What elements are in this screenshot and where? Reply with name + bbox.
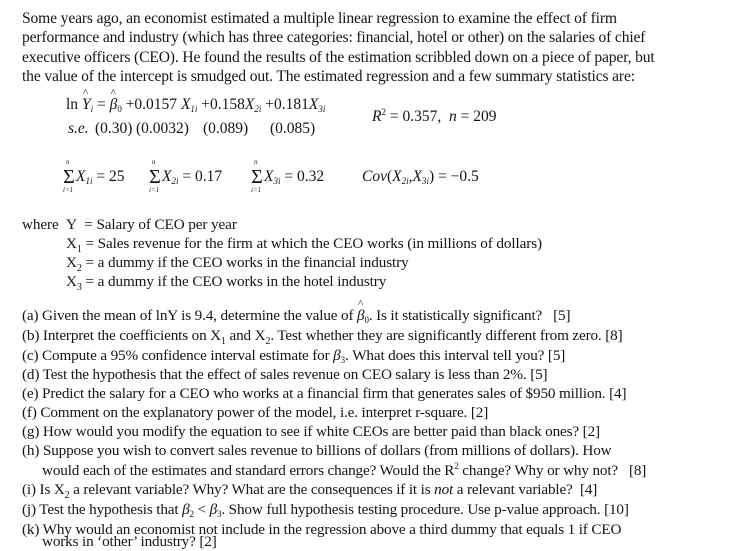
problem-intro <box>22 9 655 87</box>
sigma-icon: Σ n i=1 <box>251 158 263 194</box>
q-text: (h) Suppose you wish to convert sales revenue to billions of dollars (from millions of dollars). How <box>22 442 612 459</box>
def-sub: 2 <box>76 263 82 275</box>
paren: ) <box>428 168 435 185</box>
q-text: works in ‘other’ industry? <box>42 533 196 550</box>
sum-sub: 3i <box>273 176 281 186</box>
def-x3 <box>66 272 386 297</box>
question-e <box>22 385 626 403</box>
q-text: (f) Comment on the explanatory power of the model, i.e. interpret r-square. <box>22 404 468 421</box>
q-sub: 1 <box>221 336 226 348</box>
def-var: X <box>66 273 77 290</box>
question-b <box>22 327 623 347</box>
var-x2: X <box>244 96 255 113</box>
sigma-icon: Σ n i=1 <box>149 158 161 194</box>
q-marks: [8] <box>628 462 647 480</box>
def-text: = Sales revenue for the firm at which the CEO works (in millions of dollars) <box>85 235 542 252</box>
var-x3: X <box>308 96 319 113</box>
q-text: (g) How would you modify the equation to see if white CEOs are better paid than black ones? <box>22 423 579 440</box>
beta2: β <box>182 501 190 518</box>
se-x2: (0.089) <box>203 120 249 137</box>
q-sub: 2 <box>189 509 194 519</box>
def-sub: 3 <box>76 282 82 294</box>
q-marks: [5] <box>553 307 571 324</box>
question-i <box>22 481 597 501</box>
q-text: . Test whether they are significantly different from zero. <box>270 327 602 344</box>
cov-label: Cov <box>362 168 387 185</box>
beta0-hat: ^ β <box>110 96 118 114</box>
beta0-sub: 0 <box>117 104 122 114</box>
question-h-cont <box>42 461 646 480</box>
q-sub: 3 <box>217 509 222 519</box>
var-x1: X <box>180 96 191 113</box>
q-marks: [5] <box>547 347 566 364</box>
q-text: would each of the estimates and standard errors change? Would the R <box>42 462 455 480</box>
comma: , <box>408 168 413 185</box>
question-f <box>22 404 488 422</box>
q-marks: [4] <box>579 481 598 498</box>
cov-b: X <box>412 168 422 185</box>
sum-sub: 1i <box>85 176 93 186</box>
q-marks: [5] <box>530 366 548 383</box>
sub-x2: 2i <box>254 104 262 114</box>
se-x1: (0.0032) <box>136 120 189 137</box>
cov-value: = −0.5 <box>438 168 479 185</box>
question-d <box>22 366 547 384</box>
sum-value: = 0.17 <box>182 168 223 185</box>
q-text: (c) Compute a 95% confidence interval estimate for <box>22 347 330 364</box>
sum-var: X <box>76 168 86 185</box>
intro-line: performance and industry (which has three categories: financial, hotel or other) on the salaries of chief <box>22 29 646 47</box>
q-text: (k) Why would an economist not include in the regression above a third dummy that equals 1 if CEO <box>22 521 622 538</box>
sum-x1 <box>62 158 125 194</box>
standard-errors <box>68 120 89 138</box>
covariance <box>362 168 479 186</box>
intro-line: Some years ago, an economist estimated a multiple linear regression to examine the effect of firm <box>22 10 617 27</box>
question-a <box>22 307 570 325</box>
q-sub: 2 <box>64 490 70 502</box>
q-text: and X <box>225 327 266 344</box>
cov-a-sub: 2i <box>401 176 409 186</box>
q-sub: 2 <box>265 336 271 348</box>
r2-value: = 0.357, <box>389 108 442 126</box>
n-label: n <box>448 108 457 126</box>
q-marks: [4] <box>609 385 627 402</box>
se-label: s.e. <box>68 120 89 137</box>
q-text: . Show full hypothesis testing procedure. Use p-value approach. <box>221 501 601 518</box>
q-text: (b) Interpret the coefficients on X <box>22 327 221 344</box>
def-text: = Salary of CEO per year <box>84 216 237 233</box>
equals: = <box>96 96 106 113</box>
def-var: X <box>66 254 77 271</box>
q-text: change? Why or why not? <box>458 462 618 480</box>
q-marks: [2] <box>470 404 489 421</box>
sum-x2 <box>148 158 223 194</box>
def-var: Y <box>66 216 77 233</box>
sum-bottom: i=1 <box>63 186 74 194</box>
q-marks: [2] <box>582 423 600 440</box>
q-sub: 3 <box>340 355 345 365</box>
q-sup: 2 <box>454 461 459 471</box>
less-than: < <box>197 501 206 518</box>
def-text: = a dummy if the CEO works in the financial industry <box>85 254 409 271</box>
y-sub: i <box>90 104 94 114</box>
q-emphasis: not <box>434 481 454 498</box>
cov-b-sub: 3i <box>421 176 429 186</box>
sub-x3: 3i <box>318 104 326 114</box>
sum-bottom: i=1 <box>149 186 160 194</box>
sum-value: = 25 <box>96 168 125 185</box>
q-text: (a) Given the mean of lnY is 9.4, determine the value of <box>22 307 354 324</box>
cov-a: X <box>392 168 402 185</box>
sum-top: n <box>152 158 156 166</box>
q-text: (d) Test the hypothesis that the effect of sales revenue on CEO salary is less than 2%. <box>22 366 527 383</box>
coef-x2: +0.158 <box>201 96 245 113</box>
se-intercept: (0.30) <box>95 120 133 137</box>
beta3: β <box>333 347 341 364</box>
def-sub: 1 <box>76 244 82 256</box>
sum-x3 <box>250 158 325 194</box>
sum-sub: 2i <box>171 176 179 186</box>
question-k-cont <box>42 533 217 551</box>
sum-top: n <box>66 158 70 166</box>
sub-x1: 1i <box>190 104 198 114</box>
q-text: a relevant variable? <box>453 481 573 498</box>
q-text: (i) Is X <box>22 481 65 498</box>
question-c <box>22 347 565 365</box>
r2-sup: 2 <box>381 107 386 117</box>
sum-bottom: i=1 <box>251 186 262 194</box>
q-text: . What does this interval tell you? <box>344 347 545 364</box>
y-hat: ^ Y <box>82 96 91 114</box>
q-sub: 0 <box>364 315 369 325</box>
sum-var: X <box>264 168 274 185</box>
ln-label: ln <box>66 96 79 113</box>
def-y <box>66 215 237 234</box>
intro-line: the value of the intercept is smudged out. The estimated regression and a few summary statistics are: <box>22 68 635 86</box>
q-text: (j) Test the hypothesis that <box>22 501 179 518</box>
paren: ( <box>386 168 393 185</box>
q-text: a relevant variable? Why? What are the consequences if it is <box>69 481 435 498</box>
fit-stats <box>372 107 496 126</box>
coef-x3: +0.181 <box>265 96 309 113</box>
beta0-hat: ^ β <box>357 307 364 325</box>
sum-var: X <box>162 168 172 185</box>
question-j <box>22 501 629 519</box>
q-marks: [10] <box>604 501 629 518</box>
q-text: . Is it statistically significant? <box>368 307 543 324</box>
question-g <box>22 423 600 441</box>
sigma-icon: Σ n i=1 <box>63 158 75 194</box>
q-text: (e) Predict the salary for a CEO who works at a financial firm that generates sales of $950 million. <box>22 385 606 402</box>
n-value: = 209 <box>460 108 497 126</box>
question-h <box>22 442 611 460</box>
intro-line: executive officers (CEO). He found the results of the estimation scribbled down on a piece of paper, but <box>22 48 655 66</box>
coef-x1: +0.0157 <box>125 96 178 113</box>
r2-label: R <box>372 108 382 126</box>
q-marks: [2] <box>199 533 217 550</box>
sum-top: n <box>254 158 258 166</box>
regression-equation <box>66 96 325 114</box>
beta3: β <box>209 501 218 518</box>
se-x3: (0.085) <box>270 120 316 137</box>
def-var: X <box>66 235 77 252</box>
def-text: = a dummy if the CEO works in the hotel industry <box>85 273 387 290</box>
sum-value: = 0.32 <box>284 168 325 185</box>
where-label: where <box>22 216 59 233</box>
q-marks: [8] <box>605 327 623 344</box>
